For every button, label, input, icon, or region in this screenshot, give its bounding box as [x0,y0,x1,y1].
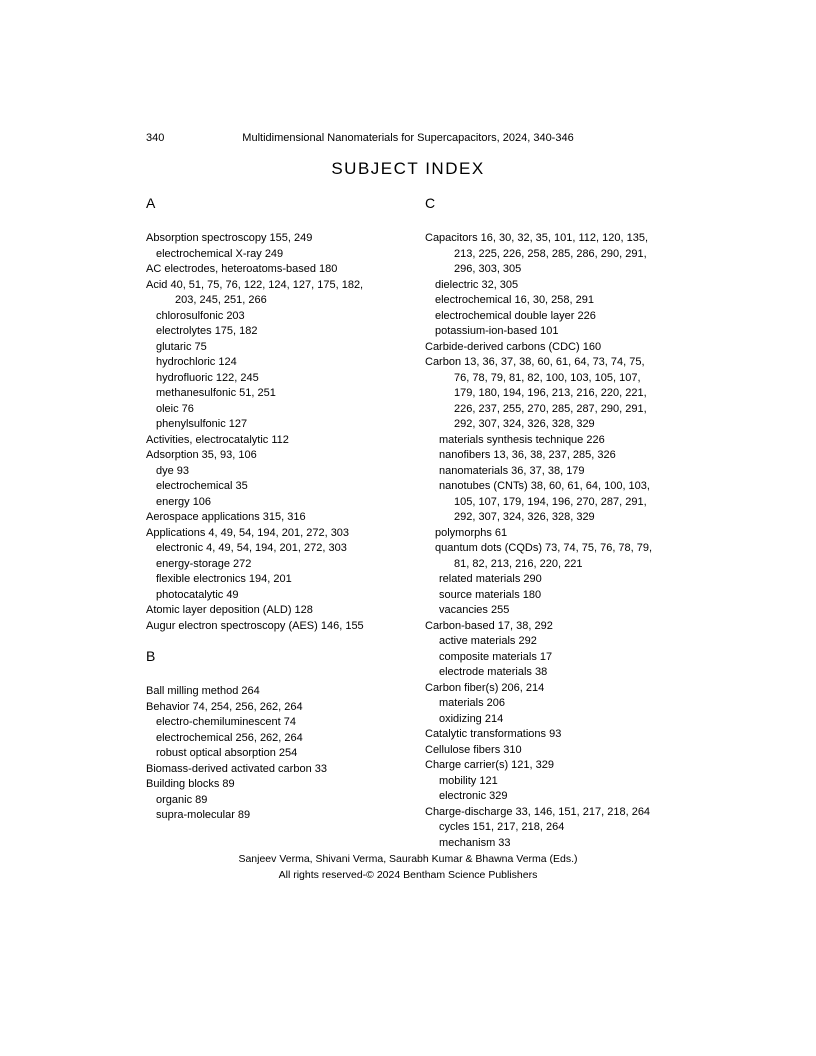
index-entry: phenylsulfonic 127 [156,418,248,430]
index-entry: potassium-ion-based 101 [435,325,559,337]
index-entry: dielectric 32, 305 [435,278,519,291]
index-entry: related materials 290 [439,573,542,585]
index-entry: active materials 292 [439,635,537,647]
index-entry: polymorphs 61 [435,526,508,539]
index-entry: energy-storage 272 [156,557,252,570]
footer-copyright: All rights reserved-© 2024 Bentham Science Publishers [278,868,538,881]
running-header [146,131,670,145]
index-entry: Aerospace applications 315, 316 [146,511,306,523]
index-entry: Absorption spectroscopy 155, 249 [146,232,313,244]
index-entry: supra-molecular 89 [156,809,251,821]
index-entry: robust optical absorption 254 [156,747,298,759]
index-entry: oleic 76 [156,402,194,415]
index-entry: nanomaterials 36, 37, 38, 179 [439,464,585,477]
index-entry: electrode materials 38 [439,666,548,678]
index-entry: dye 93 [156,464,190,477]
index-entry: Atomic layer deposition (ALD) 128 [146,604,313,616]
index-entry: electrochemical 35 [156,480,248,492]
footer-editors: Sanjeev Verma, Shivani Verma, Saurabh Kumar & Bhawna Verma (Eds.) [238,853,578,865]
index-entry: electronic 4, 49, 54, 194, 201, 272, 303 [156,542,347,554]
index-entry: Biomass-derived activated carbon 33 [146,762,327,775]
index-entry-continuation: 292, 307, 324, 326, 328, 329 [454,511,595,523]
index-entry: materials 206 [439,697,506,709]
index-entry: materials synthesis technique 226 [439,433,605,446]
index-entry: AC electrodes, heteroatoms-based 180 [146,263,338,275]
index-entry: photocatalytic 49 [156,588,239,601]
index-entry: nanofibers 13, 36, 38, 237, 285, 326 [439,449,616,461]
index-entry: source materials 180 [439,588,542,601]
index-entry: Carbon-based 17, 38, 292 [425,619,553,632]
index-entry-continuation: 179, 180, 194, 196, 213, 216, 220, 221, [454,387,647,399]
page-title: SUBJECT INDEX [331,159,485,178]
index-entry-continuation: 105, 107, 179, 194, 196, 270, 287, 291, [454,495,647,508]
index-section-a [146,194,418,634]
index-entry: Charge-discharge 33, 146, 151, 217, 218, 264 [425,805,651,818]
index-entry: flexible electronics 194, 201 [156,573,292,585]
index-entry: Augur electron spectroscopy (AES) 146, 155 [146,619,364,632]
index-entry: Catalytic transformations 93 [425,728,562,740]
section-letter: B [146,648,156,664]
index-entry: nanotubes (CNTs) 38, 60, 61, 64, 100, 103, [439,480,650,492]
index-entry: Charge carrier(s) 121, 329 [425,759,555,771]
index-entry: electro-chemiluminescent 74 [156,716,297,728]
index-entry: electrochemical double layer 226 [435,309,596,322]
page-number: 340 [146,132,165,144]
index-section-b [146,647,418,824]
index-entry: Carbon 13, 36, 37, 38, 60, 61, 64, 73, 74, 75, [425,356,645,368]
index-entry: chlorosulfonic 203 [156,309,245,322]
section-entries [425,231,697,851]
index-entry: electrochemical 16, 30, 258, 291 [435,294,594,306]
index-entry: cycles 151, 217, 218, 264 [439,821,565,833]
index-entry: Capacitors 16, 30, 32, 35, 101, 112, 120, 135, [425,232,649,244]
index-entry: vacancies 255 [439,604,510,616]
index-entry: Acid 40, 51, 75, 76, 122, 124, 127, 175, 182, [146,278,364,291]
index-entry: mechanism 33 [439,836,511,849]
index-entry: hydrofluoric 122, 245 [156,371,259,384]
index-entry: hydrochloric 124 [156,356,237,368]
section-letter: A [146,195,156,211]
index-entry: electronic 329 [439,790,508,802]
index-entry: Behavior 74, 254, 256, 262, 264 [146,700,303,713]
index-entry: methanesulfonic 51, 251 [156,387,276,399]
index-entry: Applications 4, 49, 54, 194, 201, 272, 303 [146,526,350,539]
index-entry: glutaric 75 [156,340,207,353]
index-entry: Activities, electrocatalytic 112 [146,433,289,446]
index-entry: Carbide-derived carbons (CDC) 160 [425,340,602,353]
index-section-c [425,194,697,851]
index-entry: composite materials 17 [439,650,553,663]
index-entry: electrochemical X-ray 249 [156,247,284,260]
index-entry: energy 106 [156,495,212,508]
index-entry: Carbon fiber(s) 206, 214 [425,681,545,694]
index-entry: quantum dots (CQDs) 73, 74, 75, 76, 78, 79, [435,542,653,554]
index-entry: Ball milling method 264 [146,685,260,697]
index-entry-continuation: 76, 78, 79, 81, 82, 100, 103, 105, 107, [454,371,641,384]
index-column-left [146,194,418,824]
index-entry-continuation: 213, 225, 226, 258, 285, 286, 290, 291, [454,247,647,260]
index-entry-continuation: 296, 303, 305 [454,263,522,275]
index-entry-continuation: 292, 307, 324, 326, 328, 329 [454,418,595,430]
footer [0,852,816,883]
index-entry: oxidizing 214 [439,712,504,725]
index-column-right [425,194,697,851]
index-entry: electrochemical 256, 262, 264 [156,731,303,744]
index-entry-continuation: 81, 82, 213, 216, 220, 221 [454,557,583,570]
section-entries [146,684,418,824]
section-entries [146,231,418,634]
index-entry: mobility 121 [439,774,498,787]
index-entry-continuation: 226, 237, 255, 270, 285, 287, 290, 291, [454,402,647,415]
section-letter: C [425,195,436,211]
index-entry: organic 89 [156,793,208,806]
index-entry: Cellulose fibers 310 [425,743,522,756]
index-entry: Adsorption 35, 93, 106 [146,449,257,461]
index-entry: Building blocks 89 [146,778,235,790]
index-entry: electrolytes 175, 182 [156,325,258,337]
index-entry-continuation: 203, 245, 251, 266 [175,294,267,306]
running-title: Multidimensional Nanomaterials for Supercapacitors, 2024, 340-346 [242,132,574,144]
